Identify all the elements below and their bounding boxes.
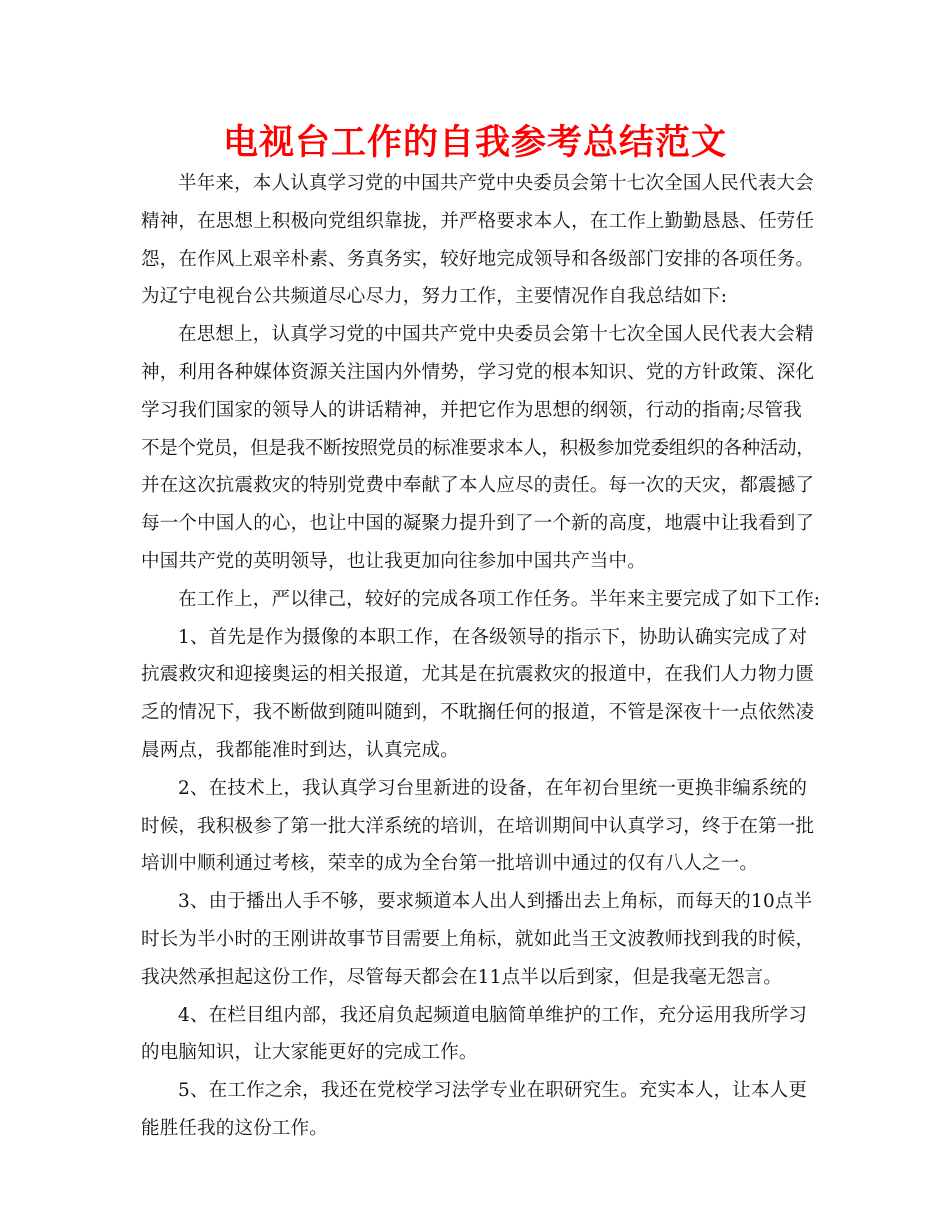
text-line: 神，利用各种媒体资源关注国内外情势，学习党的根本知识、党的方针政策、深化	[141, 361, 815, 383]
text-line: 1、首先是作为摄像的本职工作，在各级领导的指示下，协助认确实完成了对	[178, 626, 808, 648]
text-line: 不是个党员，但是我不断按照党员的标准要求本人，积极参加党委组织的各种活动，	[141, 437, 815, 459]
text-line: 3、由于播出人手不够，要求频道本人出人到播出去上角标，而每天的10点半	[178, 891, 813, 913]
text-line: 并在这次抗震救灾的特别党费中奉献了本人应尽的责任。每一次的天灾，都震撼了	[141, 475, 815, 497]
text-line: 每一个中国人的心，也让中国的凝聚力提升到了一个新的高度，地震中让我看到了	[141, 513, 815, 535]
text-line: 为辽宁电视台公共频道尽心尽力，努力工作，主要情况作自我总结如下:	[141, 286, 728, 308]
paragraph-item-4	[141, 997, 841, 1073]
text-line: 怨，在作风上艰辛朴素、务真务实，较好地完成领导和各级部门安排的各项任务。	[141, 248, 815, 270]
text-line: 晨两点，我都能准时到达，认真完成。	[141, 739, 459, 761]
text-line: 5、在工作之余，我还在党校学习法学专业在职研究生。充实本人，让本人更	[178, 1080, 808, 1102]
paragraph-intro	[141, 165, 841, 316]
text-line: 时长为半小时的王刚讲故事节目需要上角标，就如此当王文波教师找到我的时候，	[141, 928, 815, 950]
text-line: 4、在栏目组内部，我还肩负起频道电脑简单维护的工作，充分运用我所学习	[178, 1004, 808, 1026]
paragraph-item-1	[141, 619, 841, 770]
paragraph-work-intro	[141, 581, 841, 619]
text-line: 在工作上，严以律己，较好的完成各项工作任务。半年来主要完成了如下工作:	[178, 588, 821, 610]
text-line: 精神，在思想上积极向党组织靠拢，并严格要求本人，在工作上勤勤恳恳、任劳任	[141, 210, 815, 232]
paragraph-item-2	[141, 770, 841, 883]
paragraph-item-3	[141, 883, 841, 996]
text-line: 抗震救灾和迎接奥运的相关报道，尤其是在抗震救灾的报道中，在我们人力物力匮	[141, 664, 815, 686]
text-line: 培训中顺利通过考核，荣幸的成为全台第一批培训中通过的仅有八人之一。	[141, 853, 759, 875]
text-line: 2、在技术上，我认真学习台里新进的设备，在年初台里统一更换非编系统的	[178, 777, 808, 799]
document-body	[141, 165, 841, 1148]
paragraph-item-5	[141, 1072, 841, 1148]
text-line: 学习我们国家的领导人的讲话精神，并把它作为思想的纲领，行动的指南;尽管我	[141, 399, 802, 421]
text-line: 的电脑知识，让大家能更好的完成工作。	[141, 1042, 478, 1064]
text-line: 在思想上，认真学习党的中国共产党中央委员会第十七次全国人民代表大会精	[178, 324, 814, 346]
text-line: 时候，我积极参了第一批大洋系统的培训，在培训期间中认真学习，终于在第一批	[141, 815, 815, 837]
text-line: 我决然承担起这份工作，尽管每天都会在11点半以后到家，但是我毫无怨言。	[141, 966, 783, 988]
document-title: 电视台工作的自我参考总结范文	[222, 123, 727, 163]
text-line: 中国共产党的英明领导，也让我更加向往参加中国共产当中。	[141, 550, 646, 572]
text-line: 乏的情况下，我不断做到随叫随到，不耽搁任何的报道，不管是深夜十一点依然凌	[141, 702, 815, 724]
text-line: 能胜任我的这份工作。	[141, 1117, 329, 1139]
text-line: 半年来，本人认真学习党的中国共产党中央委员会第十七次全国人民代表大会	[178, 173, 814, 194]
paragraph-ideology	[141, 316, 841, 581]
